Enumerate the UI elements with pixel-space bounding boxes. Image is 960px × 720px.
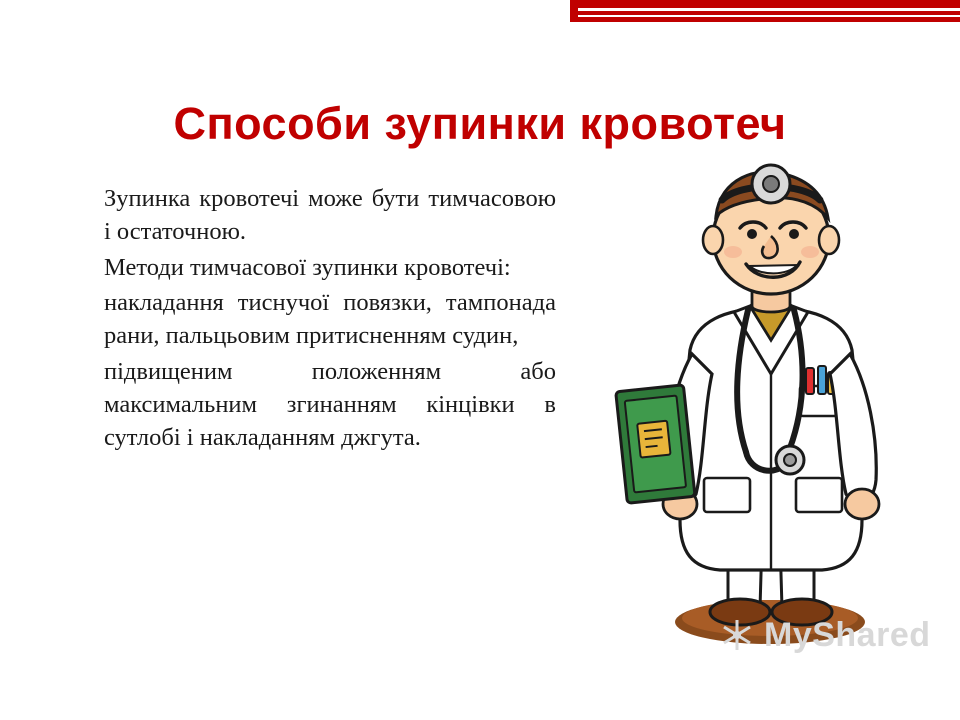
slide-title: Способи зупинки кровотеч (173, 98, 787, 149)
watermark-text: MyShared (764, 615, 931, 654)
slide-body-text (104, 182, 556, 457)
accent-bar-red-block (570, 0, 960, 22)
paragraph: накладання тиснучої повязки, тампонада рани, пальцьовим притисненням судин, (104, 288, 556, 350)
accent-bar-white-line-bottom (578, 15, 960, 17)
top-accent-bar (0, 0, 960, 22)
paragraph: підвищеним положенням або максимальним згинанням кінцівки в сутлобі і накладанням джгута. (104, 357, 556, 452)
accent-bar-white-line-top (578, 8, 960, 11)
doctor-illustration (600, 160, 940, 660)
paragraph: Зупинка кровотечі може бути тимчасовою і остаточною. (104, 185, 556, 246)
paragraph: Методи тимчасової зупинки кровотечі: (104, 253, 511, 281)
